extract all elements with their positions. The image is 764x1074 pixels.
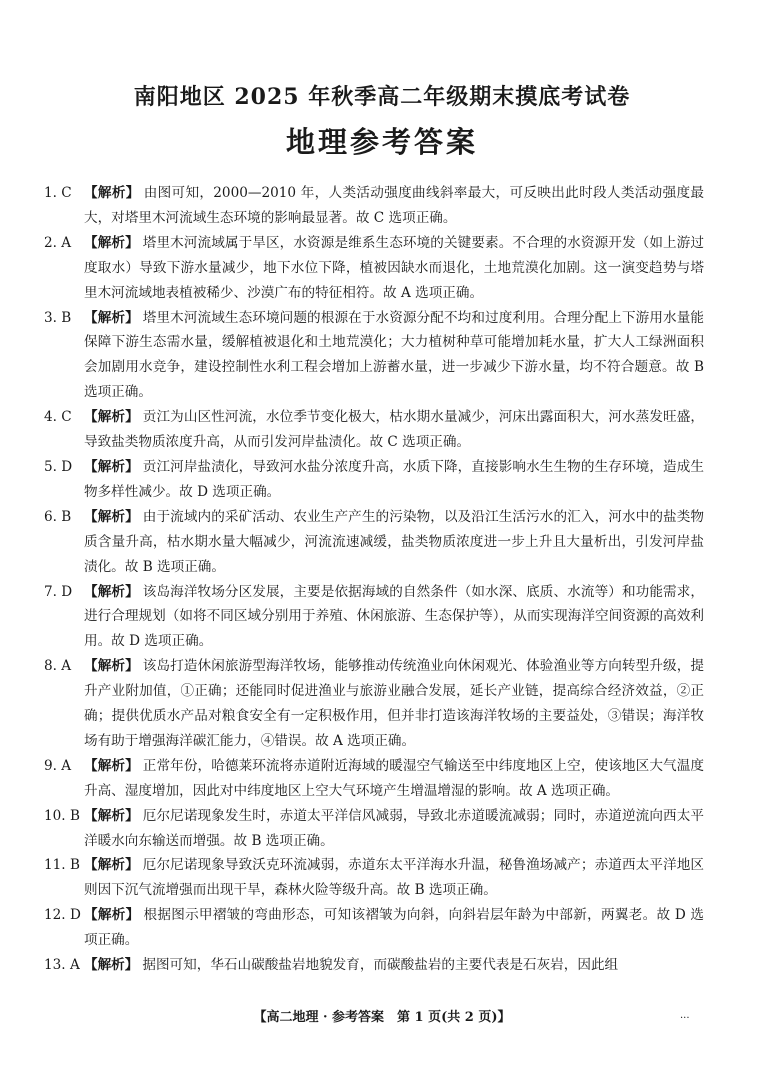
answer-item-9: [44, 754, 704, 804]
answer-item-7: [44, 580, 704, 655]
answer-text: 该岛海洋牧场分区发展，主要是依据海域的自然条件（如水深、底质、水流等）和功能需求，进行合理规划（如将不同区域分别用于养殖、休闲旅游、生态保护等），从而实现海洋空间资源的高效利用。故 D 选项正确。: [84, 583, 704, 650]
answer-item-1: [44, 181, 704, 231]
answer-number: 6. B: [44, 508, 72, 525]
answer-number: 13. A: [44, 957, 80, 974]
answer-item-6: [44, 505, 704, 580]
footer-mark: ...: [680, 1010, 690, 1021]
analysis-tag: 【解析】: [84, 234, 139, 251]
answer-number: 7. D: [44, 583, 73, 600]
answer-text: 由于流域内的采矿活动、农业生产产生的污染物，以及沿江生活污水的汇入，河水中的盐类物质含量升高，枯水期水量大幅减少，河流流速减缓，盐类物质浓度进一步上升且大量析出，引发河岸盐渍化。故 B 选项正确。: [84, 508, 704, 575]
analysis-tag: 【解析】: [84, 757, 139, 774]
analysis-tag: 【解析】: [84, 658, 139, 675]
analysis-tag: 【解析】: [84, 957, 139, 974]
answer-number: 9. A: [44, 757, 72, 774]
answer-text: 根据图示甲褶皱的弯曲形态，可知该褶皱为向斜，向斜岩层年龄为中部新，两翼老。故 D 选项正确。: [84, 907, 705, 949]
answer-item-5: [44, 455, 704, 505]
answer-item-2: [44, 231, 704, 306]
answer-text: 塔里木河流域属于旱区，水资源是维系生态环境的关键要素。不合理的水资源开发（如上游过度取水）导致下游水量减少，地下水位下降，植被因缺水而退化，土地荒漠化加剧。这一演变趋势与塔里木河流域地表植被稀少、沙漠广布的特征相符。故 A 选项正确。: [84, 234, 704, 301]
analysis-tag: 【解析】: [84, 309, 139, 326]
analysis-tag: 【解析】: [84, 508, 139, 525]
analysis-tag: 【解析】: [84, 807, 139, 824]
answer-text: 塔里木河流域生态环境问题的根源在于水资源分配不均和过度利用。合理分配上下游用水量能保障下游生态需水量，缓解植被退化和土地荒漠化；大力植树种草可能增加耗水量，扩大人工绿洲面积会加剧用水竞争，建设控制性水利工程会增加上游蓄水量，进一步减少下游水量，均不符合题意。故 B 选项正确。: [84, 309, 704, 401]
answer-item-4: [44, 405, 704, 455]
answer-text: 据图可知，华石山碳酸盐岩地貌发育，而碳酸盐岩的主要代表是石灰岩，因此组: [142, 957, 619, 974]
answer-number: 5. D: [44, 458, 73, 475]
answer-item-3: [44, 306, 704, 406]
answer-number: 10. B: [44, 807, 80, 824]
answer-text: 正常年份，哈德莱环流将赤道附近海域的暖湿空气输送至中纬度地区上空，使该地区大气温度升高、湿度增加，因此对中纬度地区上空大气环境产生增温增湿的影响。故 A 选项正确。: [84, 757, 704, 799]
page-footer: 【高二地理 · 参考答案 第 1 页(共 2 页)】: [253, 1010, 511, 1025]
analysis-tag: 【解析】: [84, 583, 139, 600]
analysis-tag: 【解析】: [84, 857, 139, 874]
answer-number: 12. D: [44, 907, 81, 924]
answer-text: 由图可知，2000—2010 年，人类活动强度曲线斜率最大，可反映出此时段人类活动强度最大，对塔里木河流域生态环境的影响最显著。故 C 选项正确。: [84, 185, 705, 226]
answer-number: 1. C: [44, 185, 72, 201]
answer-text: 该岛打造休闲旅游型海洋牧场，能够推动传统渔业向休闲观光、体验渔业等方向转型升级，提升产业附加值，①正确；还能同时促进渔业与旅游业融合发展，延长产业链，提高综合经济效益，②正确；提供优质水产品对粮食安全有一定积极作用，但并非打造该海洋牧场的主要益处，③错误；海洋牧场有助于增强海洋碳汇能力，④错误。故 A 选项正确。: [84, 658, 704, 749]
answer-item-8: [44, 654, 704, 754]
answer-list: [44, 181, 704, 978]
answer-item-12: [44, 903, 704, 953]
answer-number: 8. A: [44, 658, 72, 675]
answer-heading: 地理参考答案: [285, 125, 478, 159]
exam-title: 南阳地区 2025 年秋季高二年级期末摸底考试卷: [133, 84, 631, 110]
answer-number: 2. A: [44, 234, 72, 251]
answer-item-11: [44, 853, 704, 903]
analysis-tag: 【解析】: [84, 458, 139, 475]
answer-item-13: [44, 953, 704, 978]
answer-text: 贡江为山区性河流，水位季节变化极大，枯水期水量减少，河床出露面积大，河水蒸发旺盛，导致盐类物质浓度升高，从而引发河岸盐渍化。故 C 选项正确。: [84, 409, 704, 451]
answer-number: 4. C: [44, 409, 72, 426]
answer-item-10: [44, 804, 704, 854]
analysis-tag: 【解析】: [84, 185, 140, 201]
analysis-tag: 【解析】: [84, 907, 140, 924]
answer-text: 厄尔尼诺现象导致沃克环流减弱，赤道东太平洋海水升温，秘鲁渔场减产；赤道西太平洋地区则因下沉气流增强而出现干旱，森林火险等级升高。故 B 选项正确。: [84, 857, 704, 899]
answer-text: 厄尔尼诺现象发生时，赤道太平洋信风减弱，导致北赤道暖流减弱；同时，赤道逆流向西太平洋暖水向东输送而增强。故 B 选项正确。: [84, 807, 704, 849]
analysis-tag: 【解析】: [84, 409, 139, 426]
answer-number: 3. B: [44, 309, 72, 326]
answer-text: 贡江河岸盐渍化，导致河水盐分浓度升高，水质下降，直接影响水生生物的生存环境，造成生物多样性减少。故 D 选项正确。: [84, 458, 704, 500]
answer-number: 11. B: [44, 857, 80, 874]
